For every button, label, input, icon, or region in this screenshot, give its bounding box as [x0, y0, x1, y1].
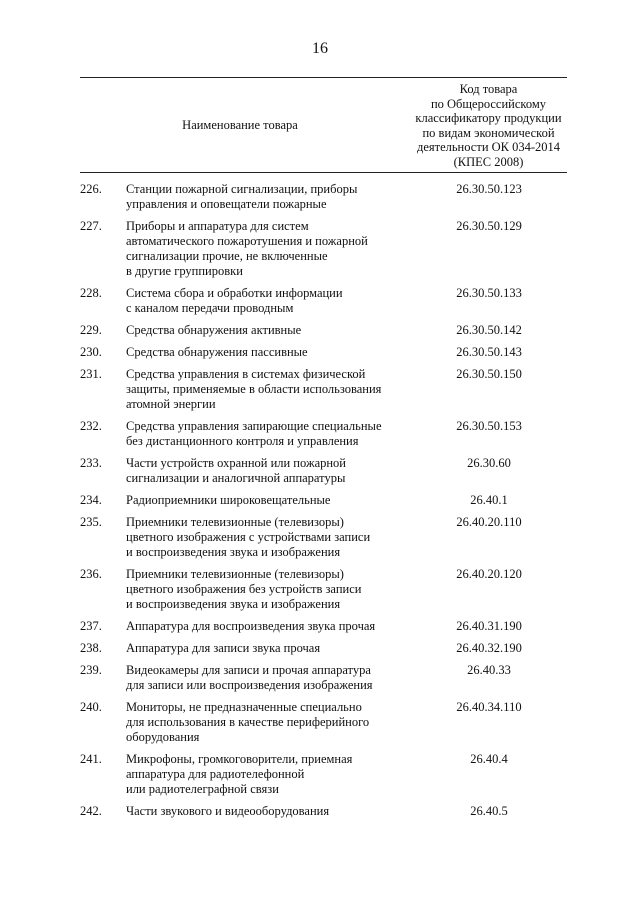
- product-code: 26.40.34.110: [456, 700, 522, 714]
- product-code: 26.30.50.142: [456, 323, 522, 337]
- product-name: Средства обнаружения активные: [126, 323, 302, 337]
- product-code: 26.40.4: [470, 752, 508, 766]
- row-number: 241.: [80, 752, 102, 766]
- table-header: [80, 77, 567, 173]
- product-name: Приемники телевизионные (телевизоры) цветного изображения с устройствами записи и воспроизведения звука и изображения: [126, 515, 371, 559]
- table-row: [80, 219, 567, 279]
- table-row: [80, 493, 567, 508]
- product-name: Видеокамеры для записи и прочая аппаратура для записи или воспроизведения изображения: [126, 663, 373, 692]
- table-row: [80, 567, 567, 612]
- product-code: 26.40.1: [470, 493, 508, 507]
- row-number: 239.: [80, 663, 102, 677]
- table-row: [80, 804, 567, 819]
- row-number: 234.: [80, 493, 102, 507]
- row-number: 226.: [80, 182, 102, 196]
- row-number: 232.: [80, 419, 102, 433]
- product-code: 26.40.33: [467, 663, 511, 677]
- product-name: Средства управления в системах физической защиты, применяемые в области использования атомной энергии: [126, 367, 382, 411]
- product-code: 26.30.50.123: [456, 182, 522, 196]
- row-number: 230.: [80, 345, 102, 359]
- table-row: [80, 419, 567, 449]
- product-name: Средства управления запирающие специальные без дистанционного контроля и управления: [126, 419, 382, 448]
- row-number: 238.: [80, 641, 102, 655]
- product-name: Аппаратура для записи звука прочая: [126, 641, 321, 655]
- table-row: [80, 752, 567, 797]
- header-product-code: Код товара по Общероссийскому классификатору продукции по видам экономической деятельности ОК 034-2014 (КПЕС 2008): [415, 82, 562, 169]
- row-number: 231.: [80, 367, 102, 381]
- product-name: Станции пожарной сигнализации, приборы управления и оповещатели пожарные: [126, 182, 358, 211]
- product-name: Микрофоны, громкоговорители, приемная аппаратура для радиотелефонной или радиотелеграфной связи: [126, 752, 353, 796]
- product-code: 26.40.5: [470, 804, 508, 818]
- header-product-name: Наименование товара: [182, 117, 298, 132]
- product-name: Аппаратура для воспроизведения звука прочая: [126, 619, 376, 633]
- product-code: 26.30.60: [467, 456, 511, 470]
- product-name: Средства обнаружения пассивные: [126, 345, 308, 359]
- product-name: Радиоприемники широковещательные: [126, 493, 331, 507]
- table-row: [80, 700, 567, 745]
- row-number: 242.: [80, 804, 102, 818]
- product-code: 26.40.32.190: [456, 641, 522, 655]
- product-name: Приборы и аппаратура для систем автоматического пожаротушения и пожарной сигнализации прочие, не включенные в другие группировки: [126, 219, 368, 278]
- product-name: Система сбора и обработки информации с каналом передачи проводным: [126, 286, 343, 315]
- product-code: 26.40.20.120: [456, 567, 522, 581]
- product-code: 26.40.31.190: [456, 619, 522, 633]
- product-code: 26.40.20.110: [456, 515, 522, 529]
- product-name: Части устройств охранной или пожарной сигнализации и аналогичной аппаратуры: [126, 456, 347, 485]
- table-row: [80, 182, 567, 212]
- table-row: [80, 663, 567, 693]
- row-number: 236.: [80, 567, 102, 581]
- table-row: [80, 641, 567, 656]
- table-body: [80, 182, 567, 826]
- product-code: 26.30.50.133: [456, 286, 522, 300]
- product-code: 26.30.50.129: [456, 219, 522, 233]
- row-number: 227.: [80, 219, 102, 233]
- row-number: 237.: [80, 619, 102, 633]
- product-code: 26.30.50.150: [456, 367, 522, 381]
- table-row: [80, 619, 567, 634]
- product-code: 26.30.50.153: [456, 419, 522, 433]
- table-row: [80, 323, 567, 338]
- product-name: Мониторы, не предназначенные специально для использования в качестве периферийного оборудования: [126, 700, 370, 744]
- row-number: 233.: [80, 456, 102, 470]
- product-code: 26.30.50.143: [456, 345, 522, 359]
- page-number: 16: [312, 40, 328, 57]
- table-row: [80, 515, 567, 560]
- table-row: [80, 286, 567, 316]
- table-row: [80, 456, 567, 486]
- row-number: 229.: [80, 323, 102, 337]
- row-number: 228.: [80, 286, 102, 300]
- row-number: 240.: [80, 700, 102, 714]
- product-name: Приемники телевизионные (телевизоры) цветного изображения без устройств записи и воспроизведения звука и изображения: [126, 567, 362, 611]
- table-row: [80, 345, 567, 360]
- product-name: Части звукового и видеооборудования: [126, 804, 330, 818]
- table-row: [80, 367, 567, 412]
- row-number: 235.: [80, 515, 102, 529]
